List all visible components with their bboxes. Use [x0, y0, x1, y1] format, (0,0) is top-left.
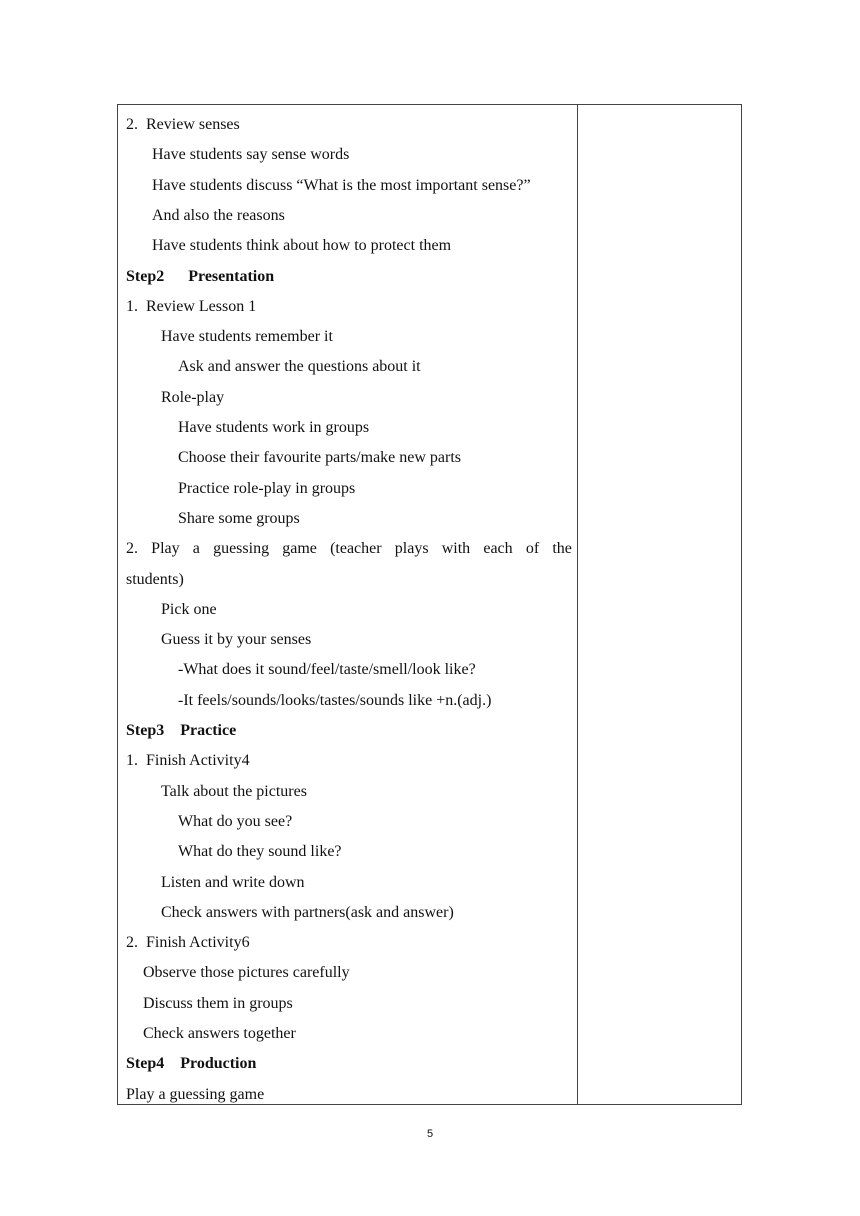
procedure-line: Play a guessing game: [126, 1085, 265, 1103]
procedure-line: Have students work in groups: [178, 419, 370, 436]
procedure-line: [126, 534, 572, 564]
step-heading: Step3 Practice: [126, 722, 237, 739]
word: Play: [151, 540, 180, 558]
procedure-line: -It feels/sounds/looks/tastes/sounds like +n.(adj.): [178, 691, 492, 709]
procedure-line: Pick one: [161, 600, 217, 618]
procedure-line: -What does it sound/feel/taste/smell/look like?: [178, 661, 476, 679]
procedure-line: Practice role-play in groups: [178, 479, 356, 497]
procedure-line: Talk about the pictures: [161, 782, 307, 800]
lesson-plan-table: [117, 104, 742, 1105]
word: game: [282, 540, 317, 558]
procedure-line: Guess it by your senses: [161, 631, 312, 649]
procedure-line: Listen and write down: [161, 873, 305, 891]
page-number: 5: [426, 1128, 434, 1140]
step-heading: Step4 Production: [126, 1055, 257, 1073]
word: each: [483, 540, 513, 558]
procedure-line: 1. Review Lesson 1: [126, 297, 257, 315]
notes-cell: [578, 105, 741, 1104]
procedure-line: And also the reasons: [152, 206, 285, 224]
word: guessing: [213, 540, 270, 558]
procedure-line: Have students think about how to protect them: [152, 237, 452, 255]
procedure-line: 2. Finish Activity6: [126, 934, 250, 952]
word: the: [552, 540, 572, 558]
procedure-line: What do you see?: [178, 812, 293, 830]
word: (teacher: [330, 540, 382, 558]
word: a: [192, 540, 200, 558]
procedure-line: Observe those pictures carefully: [143, 964, 350, 982]
procedure-line: Have students remember it: [161, 328, 333, 346]
procedure-line: 1. Finish Activity4: [126, 752, 250, 770]
procedure-line: students): [126, 570, 184, 588]
word: plays: [394, 540, 429, 558]
word: with: [441, 540, 471, 558]
step-heading: Step2 Presentation: [126, 267, 275, 285]
word: of: [525, 540, 540, 558]
procedure-line: Check answers together: [143, 1025, 296, 1042]
procedure-line: Ask and answer the questions about it: [178, 358, 421, 376]
procedure-line: Check answers with partners(ask and answer): [161, 903, 454, 921]
procedure-line: Have students discuss “What is the most important sense?”: [152, 176, 531, 194]
procedure-line: Share some groups: [178, 509, 300, 527]
procedure-line: Discuss them in groups: [143, 994, 293, 1012]
procedure-line: Have students say sense words: [152, 146, 350, 164]
procedure-line: Choose their favourite parts/make new parts: [178, 449, 462, 467]
procedure-cell: [118, 105, 577, 1104]
procedure-line: What do they sound like?: [178, 843, 342, 861]
word: 2.: [126, 540, 138, 558]
procedure-line: Role-play: [161, 388, 225, 406]
procedure-line: 2. Review senses: [126, 116, 240, 133]
